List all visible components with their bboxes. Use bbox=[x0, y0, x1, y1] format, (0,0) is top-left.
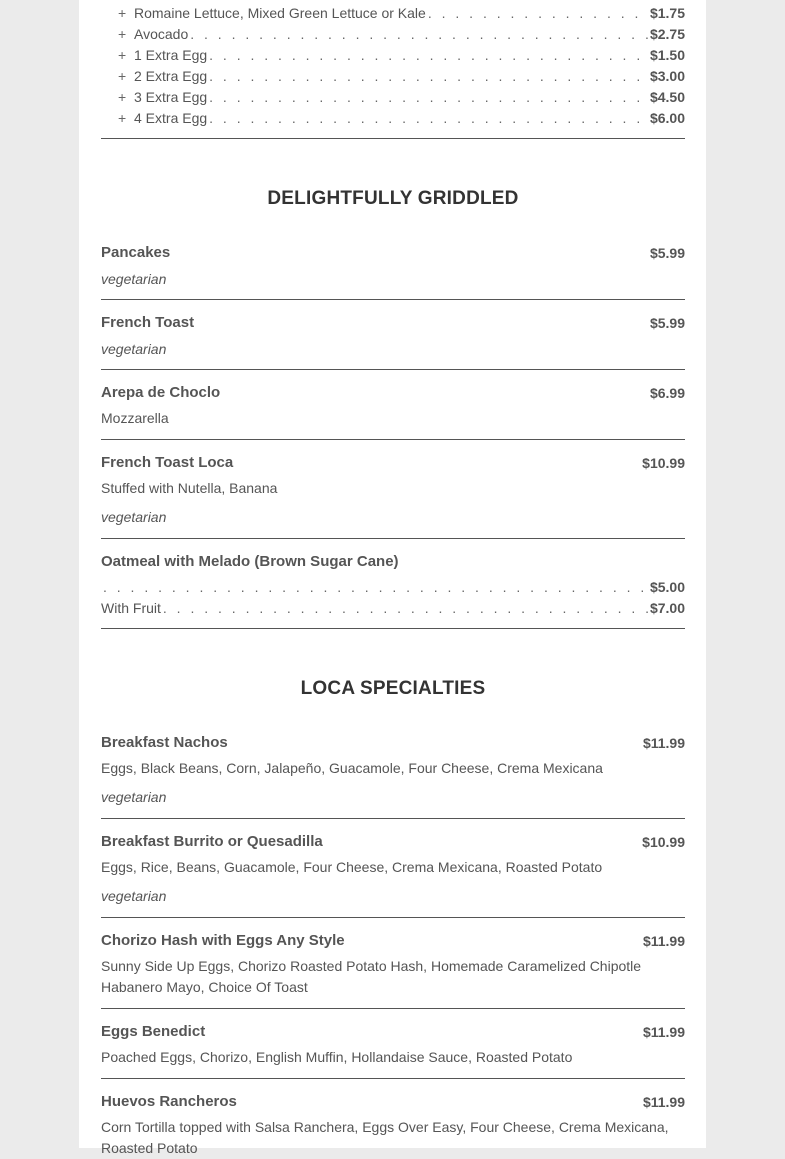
item-tag: vegetarian bbox=[101, 888, 167, 904]
option-label: With Fruit bbox=[101, 600, 161, 616]
addon-price: $2.75 bbox=[649, 26, 685, 42]
addon-label: Avocado bbox=[134, 26, 189, 42]
menu-item[interactable] bbox=[101, 244, 685, 287]
option-list bbox=[101, 577, 685, 619]
dot-leader bbox=[428, 3, 648, 24]
item-description: Sunny Side Up Eggs, Chorizo Roasted Potato Hash, Homemade Caramelized Chipotle Habanero Mayo, Choice Of Toast bbox=[101, 958, 642, 995]
item-description: Eggs, Black Beans, Corn, Jalapeño, Guacamole, Four Cheese, Crema Mexicana bbox=[101, 760, 603, 776]
addon-label: 4 Extra Egg bbox=[134, 110, 208, 126]
item-description: Stuffed with Nutella, Banana bbox=[101, 480, 278, 496]
plus-icon: + bbox=[118, 68, 127, 84]
addon-label: 3 Extra Egg bbox=[134, 89, 208, 105]
item-description: Eggs, Rice, Beans, Guacamole, Four Cheese, Crema Mexicana, Roasted Potato bbox=[101, 859, 603, 875]
option-price: $7.00 bbox=[649, 600, 685, 616]
item-price: $10.99 bbox=[642, 455, 685, 471]
dot-leader bbox=[190, 24, 648, 45]
item-price: $10.99 bbox=[642, 834, 685, 850]
addon-price: $6.00 bbox=[649, 110, 685, 126]
item-name: Breakfast Burrito or Quesadilla bbox=[101, 833, 323, 850]
item-name: French Toast bbox=[101, 314, 195, 331]
menu-item[interactable] bbox=[101, 553, 685, 570]
item-price: $5.99 bbox=[649, 315, 685, 331]
section-title: DELIGHTFULLY GRIDDLED bbox=[267, 188, 519, 209]
item-description: Corn Tortilla topped with Salsa Ranchera, Eggs Over Easy, Four Cheese, Crema Mexicana, Roasted Potato bbox=[101, 1119, 669, 1156]
item-tag: vegetarian bbox=[101, 509, 167, 525]
divider bbox=[101, 369, 685, 370]
divider bbox=[101, 917, 685, 918]
option-price: $5.00 bbox=[649, 579, 685, 595]
divider bbox=[101, 538, 685, 539]
addon-label: Romaine Lettuce, Mixed Green Lettuce or Kale bbox=[134, 5, 426, 21]
dot-leader bbox=[209, 66, 648, 87]
item-tag: vegetarian bbox=[101, 341, 167, 357]
plus-icon: + bbox=[118, 89, 127, 105]
item-name: Chorizo Hash with Eggs Any Style bbox=[101, 932, 345, 949]
item-price: $6.99 bbox=[649, 385, 685, 401]
menu-item[interactable] bbox=[101, 384, 685, 429]
item-name: Pancakes bbox=[101, 244, 171, 261]
item-tag: vegetarian bbox=[101, 789, 167, 805]
divider bbox=[101, 439, 685, 440]
addon-row bbox=[101, 66, 685, 87]
divider bbox=[101, 138, 685, 139]
addon-label: 2 Extra Egg bbox=[134, 68, 208, 84]
menu-item[interactable] bbox=[101, 734, 685, 805]
plus-icon: + bbox=[118, 5, 127, 21]
item-name: Arepa de Choclo bbox=[101, 384, 221, 401]
menu-item[interactable] bbox=[101, 1023, 685, 1068]
plus-icon: + bbox=[118, 26, 127, 42]
menu-item[interactable] bbox=[101, 454, 685, 525]
addon-price: $3.00 bbox=[649, 68, 685, 84]
item-tag: vegetarian bbox=[101, 271, 167, 287]
dot-leader bbox=[103, 577, 648, 598]
plus-icon: + bbox=[118, 47, 127, 63]
addon-price: $4.50 bbox=[649, 89, 685, 105]
menu-item[interactable] bbox=[101, 833, 685, 904]
item-name: Breakfast Nachos bbox=[101, 734, 228, 751]
option-row[interactable] bbox=[101, 577, 685, 598]
addon-label: 1 Extra Egg bbox=[134, 47, 208, 63]
section-title: LOCA SPECIALTIES bbox=[300, 678, 486, 699]
item-description: Poached Eggs, Chorizo, English Muffin, Hollandaise Sauce, Roasted Potato bbox=[101, 1049, 573, 1065]
item-price: $11.99 bbox=[642, 933, 685, 949]
divider bbox=[101, 299, 685, 300]
menu-item[interactable] bbox=[101, 932, 685, 998]
addon-row bbox=[101, 87, 685, 108]
dot-leader bbox=[209, 87, 648, 108]
addon-row bbox=[101, 108, 685, 129]
item-name: French Toast Loca bbox=[101, 454, 234, 471]
addon-row bbox=[101, 24, 685, 45]
addon-price: $1.75 bbox=[649, 5, 685, 21]
addon-row bbox=[101, 3, 685, 24]
item-price: $5.99 bbox=[649, 245, 685, 261]
item-name: Oatmeal with Melado (Brown Sugar Cane) bbox=[101, 553, 399, 570]
dot-leader bbox=[209, 45, 648, 66]
divider bbox=[101, 818, 685, 819]
divider bbox=[101, 628, 685, 629]
addon-list bbox=[101, 3, 685, 129]
dot-leader bbox=[163, 598, 648, 619]
menu-item[interactable] bbox=[101, 314, 685, 357]
option-row[interactable] bbox=[101, 598, 685, 619]
item-name: Eggs Benedict bbox=[101, 1023, 206, 1040]
item-price: $11.99 bbox=[642, 1094, 685, 1110]
divider bbox=[101, 1008, 685, 1009]
item-price: $11.99 bbox=[642, 1024, 685, 1040]
divider bbox=[101, 1078, 685, 1079]
plus-icon: + bbox=[118, 110, 127, 126]
addon-price: $1.50 bbox=[649, 47, 685, 63]
menu-item[interactable] bbox=[101, 1093, 685, 1159]
addon-row bbox=[101, 45, 685, 66]
item-name: Huevos Rancheros bbox=[101, 1093, 237, 1110]
item-description: Mozzarella bbox=[101, 410, 169, 426]
item-price: $11.99 bbox=[642, 735, 685, 751]
dot-leader bbox=[209, 108, 648, 129]
